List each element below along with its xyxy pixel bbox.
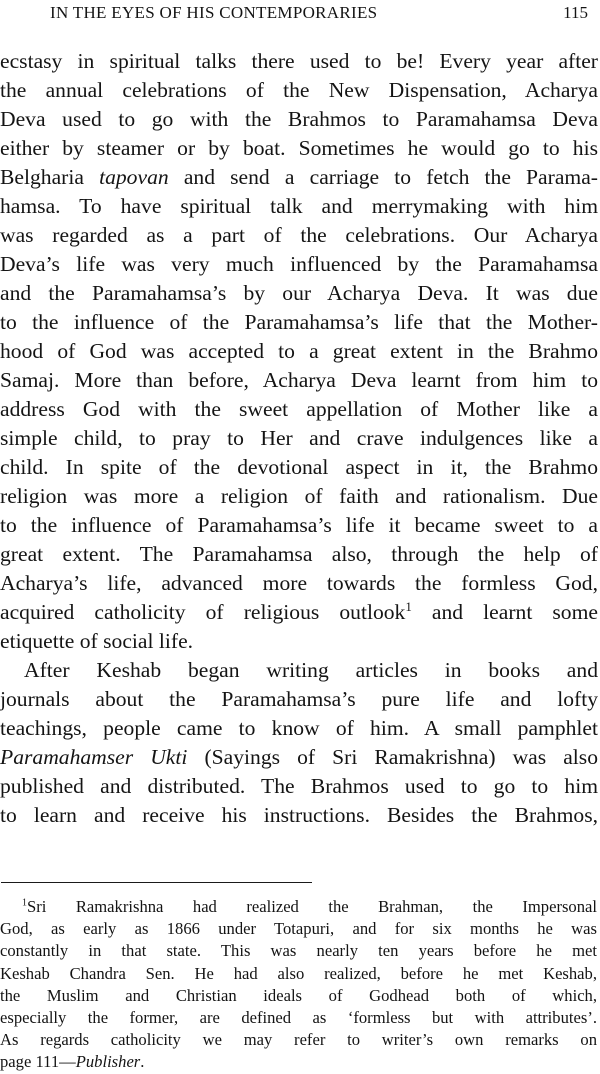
footnote-line: $^1$Sri Ramakrishna had realized the Brahman, the Impersonal [22, 897, 597, 916]
footnote-line: Keshab Chandra Sen. He had also realized, before he met Keshab, [0, 963, 597, 983]
body-text [0, 47, 600, 830]
body-line: great extent. The Paramahamsa also, through the help of [0, 542, 598, 566]
running-title: IN THE EYES OF HIS CONTEMPORARIES [50, 3, 378, 22]
body-line: to the influence of Paramahamsa’s life it became sweet to a [0, 513, 598, 537]
body-line: to the influence of the Paramahamsa’s life that the Mother- [0, 310, 598, 334]
body-line: Samaj. More than before, Acharya Deva learnt from him to [0, 368, 598, 392]
running-head [0, 3, 600, 27]
footnote-line: especially the former, are defined as ‘formless but with attributes’. [0, 1007, 597, 1027]
body-line: ecstasy in spiritual talks there used to be! Every year after [0, 49, 598, 73]
body-line: published and distributed. The Brahmos used to go to him [0, 774, 598, 798]
body-line: Belgharia tapovan and send a carriage to fetch the Parama- [0, 165, 598, 189]
footnote-line: God, as early as 1866 under Totapuri, and for six months he was [0, 919, 597, 939]
body-line: to learn and receive his instructions. Besides the Brahmos, [0, 803, 598, 827]
body-line: address God with the sweet appellation of Mother like a [0, 397, 598, 421]
body-line: child. In spite of the devotional aspect in it, the Brahmo [0, 455, 598, 479]
body-line: Acharya’s life, advanced more towards the formless God, [0, 571, 598, 595]
body-line: journals about the Paramahamsa’s pure life and lofty [0, 687, 598, 711]
body-line: simple child, to pray to Her and crave indulgences like a [0, 426, 598, 450]
footnote-line-publisher: page 111—Publisher. [0, 1052, 145, 1072]
footnote-line: As regards catholicity we may refer to writer’s own remarks on [0, 1030, 597, 1050]
italic-text: tapovan [99, 165, 169, 189]
footnote [0, 896, 600, 1074]
body-line: Deva’s life was very much influenced by the Paramahamsa [0, 252, 598, 276]
body-line: was regarded as a part of the celebrations. Our Acharya [0, 223, 598, 247]
page-number: 115 [563, 3, 588, 22]
footnote-line: the Muslim and Christian ideals of Godhead both of which, [0, 985, 597, 1005]
body-line: the annual celebrations of the New Dispensation, Acharya [0, 78, 598, 102]
body-line: religion was more a religion of faith and rationalism. Due [0, 484, 598, 508]
footnote-marker: 1 [22, 897, 27, 909]
body-line-paragraph-end: etiquette of social life. [0, 629, 194, 653]
footnote-marker: 1 [405, 598, 412, 614]
body-line: either by steamer or by boat. Sometimes he would go to his [0, 136, 598, 160]
body-line-footnote-ref: acquired catholicity of religious outlook$^1$ and learnt some [0, 598, 598, 624]
body-line: hood of God was accepted to a great extent in the Brahmo [0, 339, 598, 363]
body-line: teachings, people came to know of him. A small pamphlet [0, 716, 598, 740]
body-line: and the Paramahamsa’s by our Acharya Deva. It was due [0, 281, 598, 305]
body-line: hamsa. To have spiritual talk and merrymaking with him [0, 194, 598, 218]
body-line-paragraph-start: After Keshab began writing articles in books and [24, 658, 598, 682]
body-line: Deva used to go with the Brahmos to Paramahamsa Deva [0, 107, 598, 131]
body-line: Paramahamser Ukti (Sayings of Sri Ramakrishna) was also [0, 745, 599, 769]
footnote-divider [1, 882, 312, 883]
italic-text: Paramahamser Ukti [0, 745, 188, 769]
italic-text: Publisher [75, 1052, 141, 1072]
footnote-line: constantly in that state. This was nearly ten years before he met [0, 941, 597, 961]
